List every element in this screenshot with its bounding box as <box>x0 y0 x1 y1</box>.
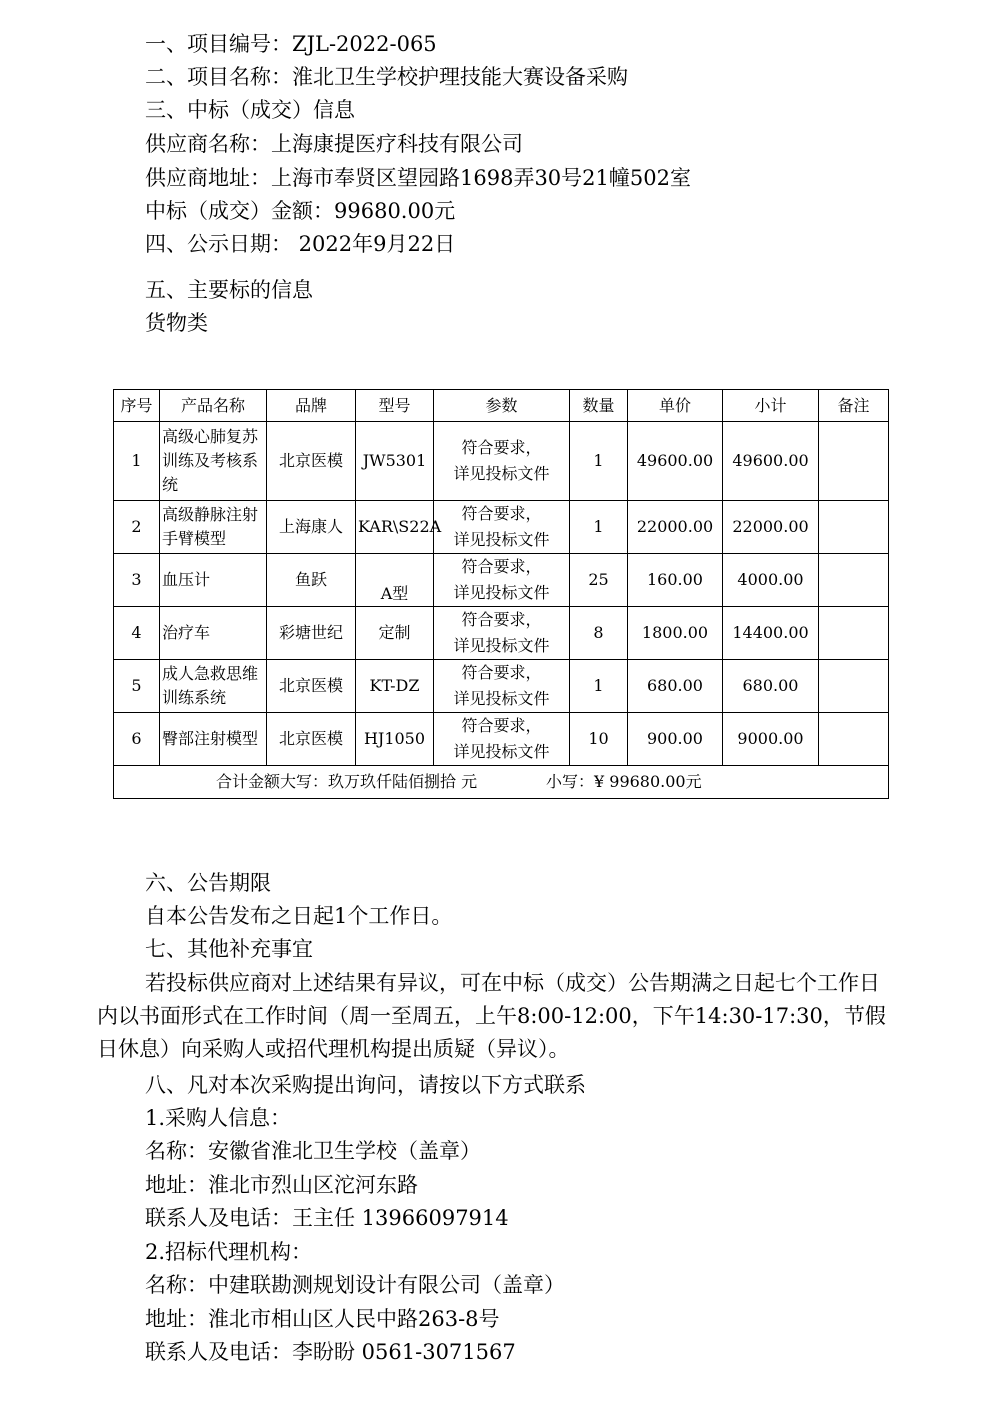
cell-note <box>819 713 889 766</box>
agent-info-title: 2.招标代理机构： <box>145 1240 313 1264</box>
param-line-1: 符合要求， <box>461 610 542 629</box>
cell-brand: 上海康人 <box>267 501 356 554</box>
col-header-note: 备注 <box>819 390 889 422</box>
notice-period-text: 自本公告发布之日起1个工作日。 <box>145 904 453 928</box>
cell-brand: 北京医模 <box>267 422 356 501</box>
supplier-name: 供应商名称：上海康提医疗科技有限公司 <box>145 132 523 156</box>
buyer-contact: 联系人及电话：王主任 13966097914 <box>145 1206 509 1230</box>
cell-subtotal: 49600.00 <box>723 422 819 501</box>
param-line-1: 符合要求， <box>461 557 542 576</box>
cell-name: 治疗车 <box>160 607 267 660</box>
project-name: 二、项目名称：淮北卫生学校护理技能大赛设备采购 <box>145 65 628 89</box>
param-line-2: 详见投标文件 <box>453 742 550 761</box>
col-header-no: 序号 <box>114 390 160 422</box>
total-cell <box>114 766 889 799</box>
cell-name: 成人急救思维训练系统 <box>160 660 267 713</box>
table-total-row <box>114 766 889 799</box>
param-line-2: 详见投标文件 <box>453 636 550 655</box>
cell-model: KT-DZ <box>356 660 434 713</box>
agent-contact: 联系人及电话：李盼盼 0561-3071567 <box>145 1340 516 1364</box>
cell-param <box>434 422 570 501</box>
cell-model: JW5301 <box>356 422 434 501</box>
cell-no: 3 <box>114 554 160 607</box>
table-row <box>114 660 889 713</box>
cell-model: HJ1050 <box>356 713 434 766</box>
cell-brand: 北京医模 <box>267 660 356 713</box>
col-header-qty: 数量 <box>570 390 628 422</box>
cell-subtotal: 22000.00 <box>723 501 819 554</box>
cell-price: 49600.00 <box>628 422 723 501</box>
param-line-2: 详见投标文件 <box>453 530 550 549</box>
supplier-address: 供应商地址：上海市奉贤区望园路1698弄30号21幢502室 <box>145 166 691 190</box>
goods-table <box>113 389 889 799</box>
table-row <box>114 501 889 554</box>
param-line-1: 符合要求， <box>461 438 542 457</box>
cell-brand: 鱼跃 <box>267 554 356 607</box>
cell-note <box>819 660 889 713</box>
param-line-1: 符合要求， <box>461 504 542 523</box>
param-line-2: 详见投标文件 <box>453 583 550 602</box>
param-line-2: 详见投标文件 <box>453 689 550 708</box>
notice-period-title: 六、公告期限 <box>145 871 271 895</box>
agent-address: 地址：淮北市相山区人民中路263-8号 <box>145 1307 500 1331</box>
cell-name: 血压计 <box>160 554 267 607</box>
cell-qty: 1 <box>570 501 628 554</box>
contact-title: 八、凡对本次采购提出询问，请按以下方式联系 <box>145 1073 586 1097</box>
table-row <box>114 554 889 607</box>
cell-model: KAR\S22A <box>356 501 434 554</box>
col-header-price: 单价 <box>628 390 723 422</box>
cell-no: 1 <box>114 422 160 501</box>
buyer-address: 地址：淮北市烈山区沱河东路 <box>145 1173 418 1197</box>
cell-subtotal: 680.00 <box>723 660 819 713</box>
cell-subtotal: 14400.00 <box>723 607 819 660</box>
project-number: 一、项目编号：ZJL-2022-065 <box>145 32 437 56</box>
award-info-title: 三、中标（成交）信息 <box>145 98 355 122</box>
cell-param <box>434 501 570 554</box>
table-header-row <box>114 390 889 422</box>
col-header-model: 型号 <box>356 390 434 422</box>
cell-param <box>434 713 570 766</box>
goods-category: 货物类 <box>145 311 208 335</box>
param-line-2: 详见投标文件 <box>453 464 550 483</box>
param-line-1: 符合要求， <box>461 716 542 735</box>
cell-name: 高级静脉注射手臂模型 <box>160 501 267 554</box>
award-amount: 中标（成交）金额：99680.00元 <box>145 199 456 223</box>
cell-model: 定制 <box>356 607 434 660</box>
cell-name: 臀部注射模型 <box>160 713 267 766</box>
col-header-subtotal: 小计 <box>723 390 819 422</box>
cell-param <box>434 660 570 713</box>
cell-param <box>434 554 570 607</box>
agent-name: 名称：中建联勘测规划设计有限公司（盖章） <box>145 1273 565 1297</box>
cell-qty: 1 <box>570 422 628 501</box>
main-subject-title: 五、主要标的信息 <box>145 278 313 302</box>
cell-price: 22000.00 <box>628 501 723 554</box>
cell-price: 1800.00 <box>628 607 723 660</box>
col-header-param: 参数 <box>434 390 570 422</box>
cell-qty: 10 <box>570 713 628 766</box>
buyer-name: 名称：安徽省淮北卫生学校（盖章） <box>145 1139 481 1163</box>
col-header-name: 产品名称 <box>160 390 267 422</box>
buyer-info-title: 1.采购人信息： <box>145 1106 292 1130</box>
cell-qty: 25 <box>570 554 628 607</box>
cell-price: 680.00 <box>628 660 723 713</box>
cell-note <box>819 554 889 607</box>
table-row <box>114 422 889 501</box>
cell-qty: 8 <box>570 607 628 660</box>
cell-no: 6 <box>114 713 160 766</box>
cell-price: 900.00 <box>628 713 723 766</box>
objection-paragraph: 若投标供应商对上述结果有异议，可在中标（成交）公告期满之日起七个工作日内以书面形式在工作时间（周一至周五，上午8:00-12:00，下午14:30-17:30，节假日休息）向采购人或招代理机构提出质疑（异议）。 <box>97 971 886 1061</box>
other-matters-title: 七、其他补充事宜 <box>145 937 313 961</box>
cell-price: 160.00 <box>628 554 723 607</box>
table-row <box>114 607 889 660</box>
cell-subtotal: 9000.00 <box>723 713 819 766</box>
cell-brand: 彩塘世纪 <box>267 607 356 660</box>
cell-note <box>819 422 889 501</box>
cell-no: 4 <box>114 607 160 660</box>
total-in-figures: 小写：¥ 99680.00元 <box>546 772 702 791</box>
cell-name: 高级心肺复苏训练及考核系统 <box>160 422 267 501</box>
col-header-brand: 品牌 <box>267 390 356 422</box>
cell-note <box>819 607 889 660</box>
cell-no: 5 <box>114 660 160 713</box>
cell-note <box>819 501 889 554</box>
cell-param <box>434 607 570 660</box>
cell-no: 2 <box>114 501 160 554</box>
cell-model: A型 <box>356 554 434 607</box>
total-in-words: 合计金额大写：玖万玖仟陆佰捌拾 元 <box>216 772 478 791</box>
cell-qty: 1 <box>570 660 628 713</box>
cell-subtotal: 4000.00 <box>723 554 819 607</box>
cell-brand: 北京医模 <box>267 713 356 766</box>
param-line-1: 符合要求， <box>461 663 542 682</box>
publish-date: 四、公示日期： 2022年9月22日 <box>145 232 456 256</box>
table-row <box>114 713 889 766</box>
